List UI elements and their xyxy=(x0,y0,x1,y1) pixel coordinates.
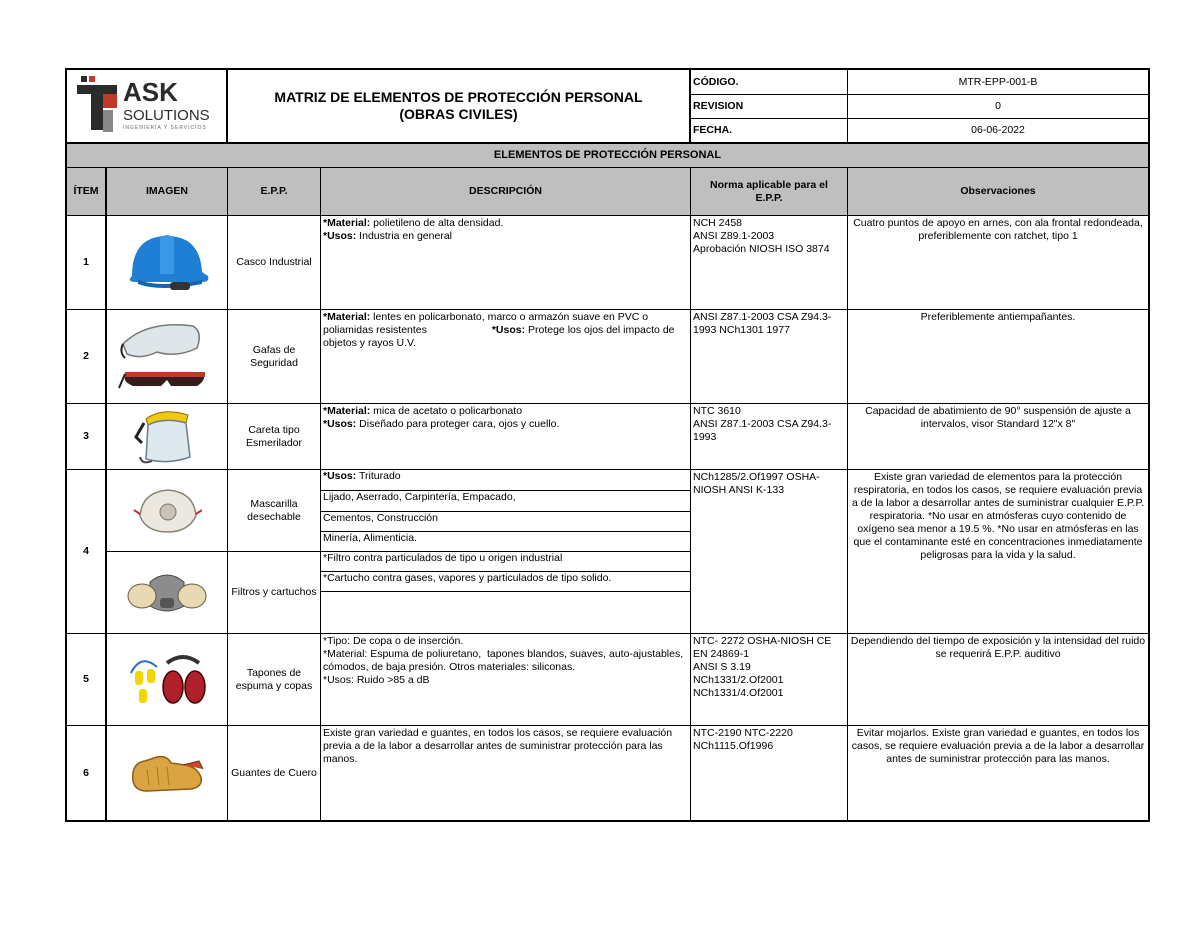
col-header-item: ÍTEM xyxy=(67,168,107,216)
item-number: 6 xyxy=(67,726,107,820)
observations-cell: Preferiblemente antiempañantes. xyxy=(848,310,1148,404)
observations-cell: Capacidad de abatimiento de 90° suspensión de ajuste a intervalos, visor Standard 12"x 8" xyxy=(848,404,1148,470)
desc-text: Protege los ojos del impacto de objetos y rayos U.V. xyxy=(323,324,675,349)
norma-cell: NTC-2190 NTC-2220 NCh1115.Of1996 xyxy=(691,726,848,820)
observations-cell: Existe gran variedad de elementos para la protección respiratoria, en todos los casos, se requiere evaluación previa a de la labor a desarrollar antes de suministrar cualquier E.P.P. respiratoria. *No usar en atmósferas cuyo contenido de oxígeno sea menor a 19.5 %. *No usar en atmósferas en las que el contaminante esté en concentraciones inmediatamente peligrosas para la vida y la salud. xyxy=(848,470,1148,634)
description-cell: Existe gran variedad e guantes, en todos los casos, se requiere evaluación previa a de la labor a desarrollar antes de suministrar protección para las manos. xyxy=(321,726,691,820)
desc-text: Industria en general xyxy=(356,230,452,242)
description-cell xyxy=(321,310,691,404)
item-number: 2 xyxy=(67,310,107,404)
item-number: 1 xyxy=(67,216,107,310)
col-header-observaciones: Observaciones xyxy=(848,168,1148,216)
desc-label: *Usos: xyxy=(323,418,357,430)
dust-mask-icon xyxy=(132,486,202,536)
col-header-descripcion: DESCRIPCIÓN xyxy=(321,168,691,216)
field-value-revision: 0 xyxy=(848,95,1148,119)
field-label-codigo: CÓDIGO. xyxy=(691,70,848,95)
field-value-fecha: 06-06-2022 xyxy=(848,119,1148,144)
desc-text: Diseñado para proteger cara, ojos y cuello. xyxy=(356,418,560,430)
norma-cell: NTC- 2272 OSHA-NIOSH CE EN 24869-1 ANSI S 3.19 NCh1331/2.Of2001 NCh1331/4.Of2001 xyxy=(691,634,848,726)
document-title xyxy=(228,70,691,144)
image-cell xyxy=(107,470,228,552)
item-number: 4 xyxy=(67,470,107,634)
col-header-norma: Norma aplicable para el E.P.P. xyxy=(691,168,848,216)
leather-gloves-icon xyxy=(127,751,207,795)
col-header-epp: E.P.P. xyxy=(228,168,321,216)
norma-cell: ANSI Z87.1-2003 CSA Z94.3-1993 NCh1301 1977 xyxy=(691,310,848,404)
field-value-codigo: MTR-EPP-001-B xyxy=(848,70,1148,95)
desc-label: *Material: xyxy=(323,311,371,323)
respirator-icon xyxy=(124,568,210,618)
face-shield-icon xyxy=(132,407,202,467)
epp-name: Tapones de espuma y copas xyxy=(228,634,321,726)
section-title: ELEMENTOS DE PROTECCIÓN PERSONAL xyxy=(67,144,1148,168)
observations-cell: Dependiendo del tiempo de exposición y la intensidad del ruido se requerirá E.P.P. auditivo xyxy=(848,634,1148,726)
image-cell xyxy=(107,310,228,404)
description-cell xyxy=(321,470,691,634)
ear-protection-icon xyxy=(127,649,207,711)
desc-label: *Usos: xyxy=(323,470,357,482)
desc-text: mica de acetato o policarbonato xyxy=(370,405,523,417)
desc-text: lentes en policarbonato, marco o armazón suave en PVC o poliamidas resistentes xyxy=(323,311,649,336)
description-cell: *Tipo: De copa o de inserción. *Material: Espuma de poliuretano, tapones blandos, suaves, auto-ajustables, cómodos, de baja presión. Otros materiales: siliconas. *Usos: Ruido >85 a dB xyxy=(321,634,691,726)
desc-text: Triturado xyxy=(356,470,401,482)
company-logo xyxy=(77,76,217,136)
epp-name: Filtros y cartuchos xyxy=(228,552,321,634)
desc-subrow: *Cartucho contra gases, vapores y particulados de tipo solido. xyxy=(321,572,690,592)
norma-cell: NCh1285/2.Of1997 OSHA-NIOSH ANSI K-133 xyxy=(691,470,848,634)
title-line-2: (OBRAS CIVILES) xyxy=(399,106,518,122)
norma-cell: NCH 2458 ANSI Z89.1-2003 Aprobación NIOSH ISO 3874 xyxy=(691,216,848,310)
desc-subrow: *Filtro contra particulados de tipo u origen industrial xyxy=(321,552,690,572)
epp-name: Gafas de Seguridad xyxy=(228,310,321,404)
epp-matrix-sheet xyxy=(65,68,1150,822)
desc-label: *Usos: xyxy=(323,230,357,242)
image-cell xyxy=(107,726,228,820)
logo-cell xyxy=(67,70,228,144)
observations-cell: Evitar mojarlos. Existe gran variedad e guantes, en todos los casos, se requiere evaluación previa a de la labor a desarrollar antes de suministrar protección para las manos. xyxy=(851,727,1145,765)
col-header-imagen: IMAGEN xyxy=(107,168,228,216)
logo-tagline: INGENIERÍA Y SERVICIOS xyxy=(123,125,207,131)
field-label-fecha: FECHA. xyxy=(691,119,848,144)
desc-label: *Usos: xyxy=(491,324,526,336)
hard-hat-icon xyxy=(120,230,214,296)
description-cell xyxy=(321,404,691,470)
image-cell xyxy=(107,216,228,310)
desc-subrow: Lijado, Aserrado, Carpintería, Empacado, xyxy=(321,491,690,512)
description-cell xyxy=(321,216,691,310)
safety-glasses-icon xyxy=(117,314,217,400)
logo-text-ask: ASK xyxy=(123,77,178,107)
image-cell xyxy=(107,634,228,726)
desc-text: polietileno de alta densidad. xyxy=(370,217,504,229)
epp-name: Casco Industrial xyxy=(228,216,321,310)
logo-text-solutions: SOLUTIONS xyxy=(123,107,210,124)
field-label-revision: REVISION xyxy=(691,95,848,119)
image-cell xyxy=(107,404,228,470)
desc-label: *Material: xyxy=(323,217,371,229)
desc-subrow xyxy=(321,470,690,491)
observations-cell: Cuatro puntos de apoyo en arnes, con ala frontal redondeada, preferiblemente con ratchet, tipo 1 xyxy=(848,216,1148,310)
epp-name: Careta tipo Esmerilador xyxy=(228,404,321,470)
epp-name: Guantes de Cuero xyxy=(228,726,321,820)
desc-label: *Material: xyxy=(323,405,371,417)
desc-subrow: Cementos, Construcción xyxy=(321,512,690,532)
image-cell xyxy=(107,552,228,634)
item-number: 3 xyxy=(67,404,107,470)
logo-mark-icon xyxy=(77,76,121,134)
title-line-1: MATRIZ DE ELEMENTOS DE PROTECCIÓN PERSONAL xyxy=(274,89,643,105)
epp-name: Mascarilla desechable xyxy=(228,470,321,552)
norma-cell: NTC 3610 ANSI Z87.1-2003 CSA Z94.3-1993 xyxy=(691,404,848,470)
item-number: 5 xyxy=(67,634,107,726)
desc-subrow: Minería, Alimenticia. xyxy=(321,532,690,552)
